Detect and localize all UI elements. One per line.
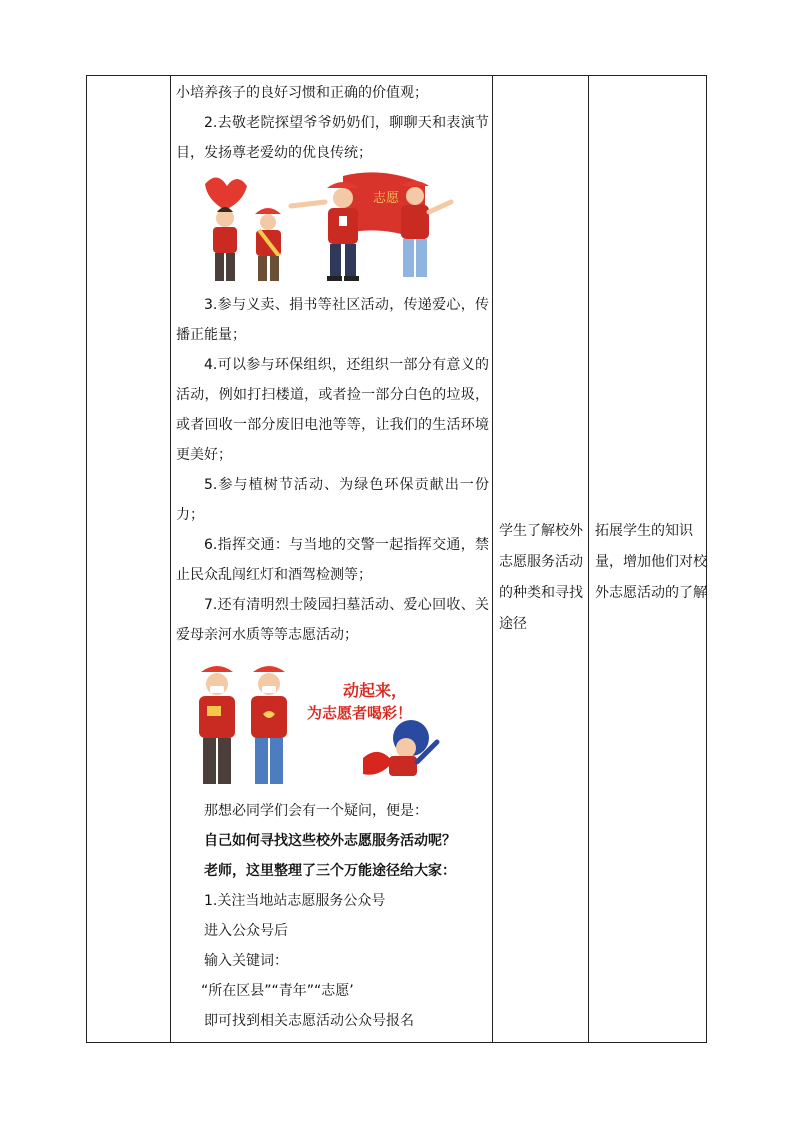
student-activity-cell: 学生了解校外志愿服务活动的种类和寻找途径 xyxy=(499,523,583,632)
paragraph-traffic: 6.指挥交通：与当地的交警一起指挥交通，禁止民众乱闯红灯和酒驾检测等； xyxy=(176,537,489,583)
activity-content-column xyxy=(171,76,493,1036)
step-find-and-register: 即可找到相关志愿活动公众号报名 xyxy=(204,1013,414,1029)
question-how-to-find: 自己如何寻找这些校外志愿服务活动呢？ xyxy=(204,833,456,849)
step-keywords-list: “所在区县”“青年”“志愿’ xyxy=(201,983,354,999)
paragraph-nursing-home: 2.去敬老院探望爷爷奶奶们，聊聊天和表演节目，发扬尊老爱幼的优良传统； xyxy=(176,115,489,161)
paragraph-values: 小培养孩子的良好习惯和正确的价值观； xyxy=(176,85,428,101)
cheer-volunteers-illustration xyxy=(193,662,463,790)
paragraph-community: 3.参与义卖、捐书等社区活动，传递爱心，传播正能量； xyxy=(176,297,489,343)
paragraph-other-activities: 7.还有清明烈士陵园扫墓活动、爱心回收、关爱母亲河水质等等志愿活动； xyxy=(176,597,489,643)
design-purpose-cell: 拓展学生的知识量，增加他们对校外志愿活动的了解 xyxy=(595,523,707,601)
paragraph-tree-planting: 5.参与植树节活动、为绿色环保贡献出一份力； xyxy=(176,477,489,523)
step-follow-account: 1.关注当地站志愿服务公众号 xyxy=(204,893,386,909)
step-enter-account: 进入公众号后 xyxy=(204,923,288,939)
step-input-keywords: 输入关键词： xyxy=(204,953,288,969)
teacher-three-ways: 老师，这里整理了三个万能途径给大家： xyxy=(204,863,456,879)
lesson-table xyxy=(86,75,707,1043)
volunteer-group-illustration xyxy=(193,172,473,284)
poster-line-2: 为志愿者喝彩！ xyxy=(307,704,413,722)
paragraph-environment: 4.可以参与环保组织，还组织一部分有意义的活动，例如打扫楼道，或者捡一部分白色的垃圾，或者回收一部分废旧电池等等，让我们的生活环境更美好； xyxy=(176,357,489,463)
question-intro: 那想必同学们会有一个疑问，便是： xyxy=(204,803,428,819)
poster-line-1: 动起来， xyxy=(343,681,408,700)
flag-text: 志愿 xyxy=(373,191,400,206)
